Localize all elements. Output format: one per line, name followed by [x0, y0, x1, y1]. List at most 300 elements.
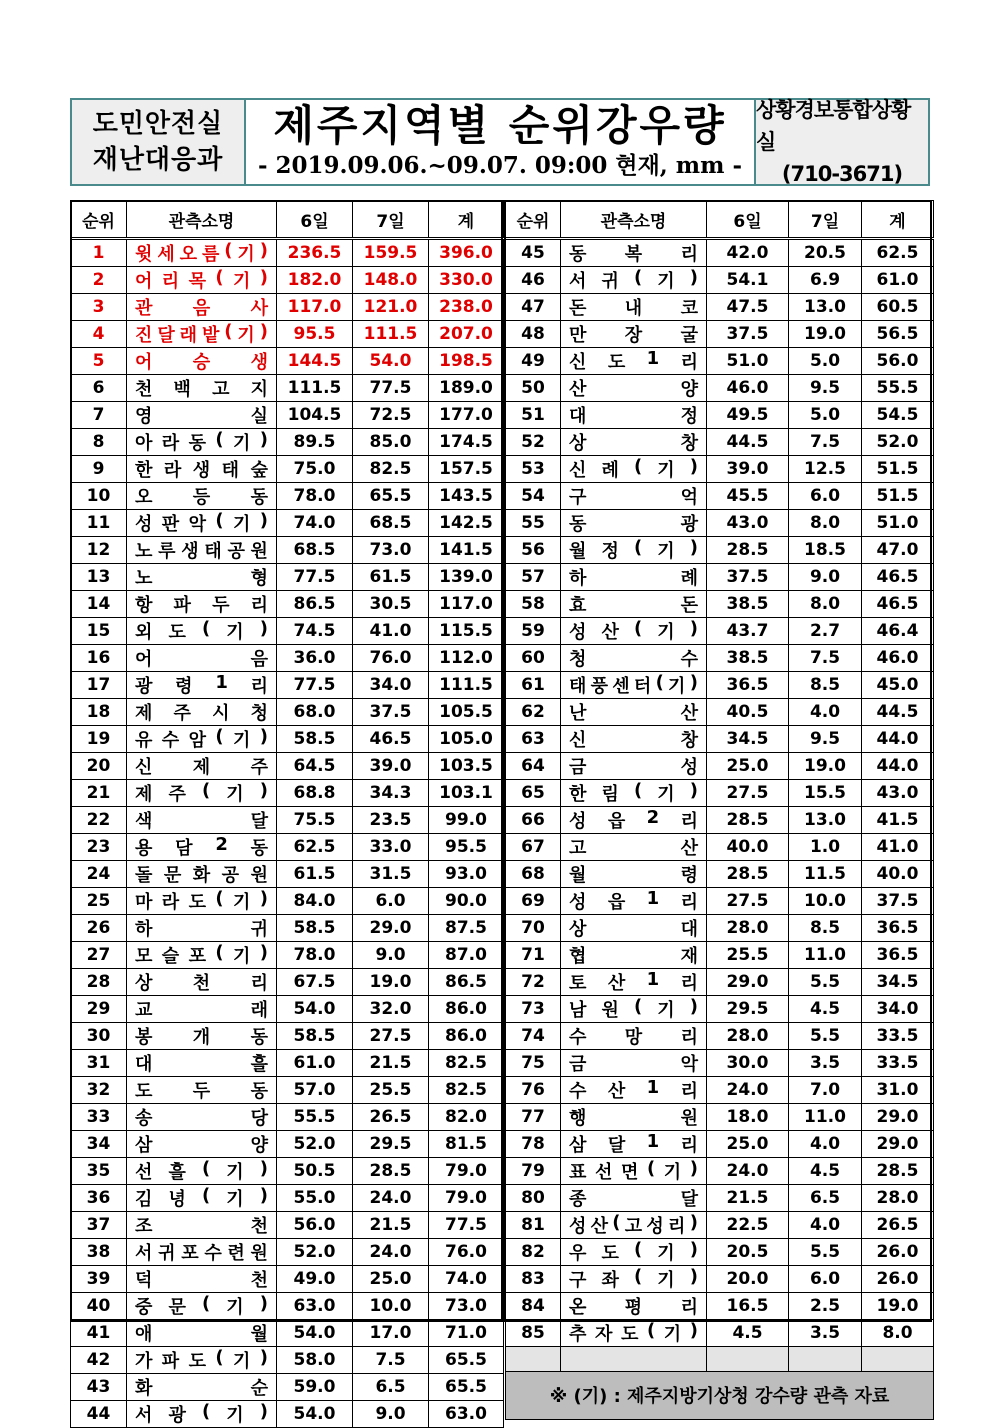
station-name: 노 루 생 태 공 원: [135, 541, 268, 562]
table-row: [506, 699, 934, 726]
day6-cell: 78.0: [277, 942, 353, 969]
rank-cell: 70: [506, 915, 561, 942]
station-cell: [561, 645, 707, 672]
station-cell: [561, 1050, 707, 1077]
rank-cell: 33: [71, 1104, 127, 1131]
station-cell: [127, 861, 277, 888]
day7-cell: 6.0: [789, 1266, 862, 1293]
day6-cell: 104.5: [277, 402, 353, 429]
day7-cell: 46.5: [353, 726, 429, 753]
station-name: 중 문 ( 기 ): [135, 1293, 268, 1318]
day7-cell: 3.5: [789, 1320, 862, 1347]
total-cell: 63.0: [429, 1401, 504, 1428]
day7-cell: 5.5: [789, 1239, 862, 1266]
station-cell: [127, 1347, 277, 1374]
station-name: 오 등 동: [135, 487, 268, 508]
total-cell: 52.0: [862, 429, 934, 456]
rank-cell: 84: [506, 1293, 561, 1320]
station-cell: [127, 1320, 277, 1347]
station-cell: [127, 321, 277, 348]
table-row: [506, 1131, 934, 1158]
table-row: [506, 942, 934, 969]
total-cell: 139.0: [429, 564, 504, 591]
station-cell: [127, 239, 277, 267]
table-row: [71, 672, 504, 699]
day7-cell: 31.5: [353, 861, 429, 888]
day7-cell: 1.0: [789, 834, 862, 861]
day7-cell: 9.0: [353, 942, 429, 969]
total-cell: 40.0: [862, 861, 934, 888]
table-row: [506, 1104, 934, 1131]
rank-cell: 9: [71, 456, 127, 483]
table-row: [71, 483, 504, 510]
station-cell: [561, 618, 707, 645]
rank-cell: 65: [506, 780, 561, 807]
total-cell: 95.5: [429, 834, 504, 861]
total-cell: 28.0: [862, 1185, 934, 1212]
rank-cell: 71: [506, 942, 561, 969]
day7-cell: 11.0: [789, 942, 862, 969]
station-cell: [127, 915, 277, 942]
day7-cell: 121.0: [353, 294, 429, 321]
day7-cell: 77.5: [353, 375, 429, 402]
total-cell: 61.0: [862, 267, 934, 294]
station-cell: [127, 456, 277, 483]
day7-cell: 4.5: [789, 996, 862, 1023]
day7-cell: 8.0: [789, 591, 862, 618]
station-name: 송 당: [135, 1108, 268, 1129]
station-name: 성 판 악 ( 기 ): [135, 510, 268, 535]
total-cell: 60.5: [862, 294, 934, 321]
table-row: [506, 321, 934, 348]
day6-cell: 54.0: [277, 1320, 353, 1347]
day6-cell: 68.0: [277, 699, 353, 726]
day6-cell: 58.5: [277, 726, 353, 753]
day7-cell: 23.5: [353, 807, 429, 834]
table-row: [506, 672, 934, 699]
rank-cell: 66: [506, 807, 561, 834]
station-name: 광 령 1 리: [135, 672, 268, 697]
day6-cell: 55.0: [277, 1185, 353, 1212]
rank-cell: 7: [71, 402, 127, 429]
total-cell: 207.0: [429, 321, 504, 348]
total-cell: 28.5: [862, 1158, 934, 1185]
day6-cell: 75.5: [277, 807, 353, 834]
station-cell: [127, 888, 277, 915]
station-name: 협 재: [569, 946, 698, 967]
day6-cell: 40.0: [707, 834, 789, 861]
table-row: [71, 1401, 504, 1428]
station-cell: [127, 1212, 277, 1239]
station-cell: [127, 699, 277, 726]
day6-cell: 68.8: [277, 780, 353, 807]
station-cell: [127, 483, 277, 510]
day7-cell: 54.0: [353, 348, 429, 375]
rank-cell: 83: [506, 1266, 561, 1293]
rank-cell: 41: [71, 1320, 127, 1347]
rank-cell: 67: [506, 834, 561, 861]
day7-cell: 6.5: [789, 1185, 862, 1212]
table-row: [506, 834, 934, 861]
table-row: [71, 1374, 504, 1401]
header-total: 계: [429, 201, 504, 239]
day6-cell: 34.5: [707, 726, 789, 753]
station-cell: [127, 645, 277, 672]
rank-cell: 63: [506, 726, 561, 753]
station-cell: [561, 1023, 707, 1050]
day7-cell: 39.0: [353, 753, 429, 780]
total-cell: 55.5: [862, 375, 934, 402]
station-name: 온 평 리: [569, 1297, 698, 1318]
rank-cell: 5: [71, 348, 127, 375]
day7-cell: 29.0: [353, 915, 429, 942]
total-cell: 82.5: [429, 1077, 504, 1104]
station-cell: [561, 239, 707, 267]
table-row: [71, 645, 504, 672]
table-row: [506, 618, 934, 645]
station-cell: [127, 996, 277, 1023]
table-row: [506, 402, 934, 429]
total-cell: 46.5: [862, 591, 934, 618]
total-cell: 157.5: [429, 456, 504, 483]
total-cell: 189.0: [429, 375, 504, 402]
blank-cell: [506, 1347, 561, 1372]
blank-cell: [707, 1347, 789, 1372]
station-cell: [127, 537, 277, 564]
station-name: 상 천 리: [135, 973, 268, 994]
station-name: 아 라 동 ( 기 ): [135, 429, 268, 454]
day6-cell: 111.5: [277, 375, 353, 402]
station-cell: [561, 1293, 707, 1320]
total-cell: 79.0: [429, 1158, 504, 1185]
table-row: [71, 861, 504, 888]
day6-cell: 37.5: [707, 321, 789, 348]
day7-cell: 85.0: [353, 429, 429, 456]
day7-cell: 12.5: [789, 456, 862, 483]
day7-cell: 34.0: [353, 672, 429, 699]
table-row: [506, 564, 934, 591]
station-cell: [127, 402, 277, 429]
day6-cell: 52.0: [277, 1131, 353, 1158]
station-cell: [561, 1185, 707, 1212]
rank-cell: 35: [71, 1158, 127, 1185]
total-cell: 41.5: [862, 807, 934, 834]
day7-cell: 32.0: [353, 996, 429, 1023]
station-name: 월 정 ( 기 ): [569, 537, 698, 562]
station-name: 조 천: [135, 1216, 268, 1237]
table-row: [506, 429, 934, 456]
day7-cell: 19.0: [789, 321, 862, 348]
station-cell: [127, 429, 277, 456]
table-row: [71, 996, 504, 1023]
day7-cell: 28.5: [353, 1158, 429, 1185]
day6-cell: 38.5: [707, 591, 789, 618]
total-cell: 26.5: [862, 1212, 934, 1239]
day6-cell: 28.5: [707, 807, 789, 834]
total-cell: 44.0: [862, 753, 934, 780]
rank-cell: 79: [506, 1158, 561, 1185]
rank-cell: 73: [506, 996, 561, 1023]
station-cell: [561, 375, 707, 402]
station-name: 어 리 목 ( 기 ): [135, 267, 268, 292]
station-cell: [561, 321, 707, 348]
day7-cell: 25.0: [353, 1266, 429, 1293]
day6-cell: 28.5: [707, 861, 789, 888]
rank-cell: 32: [71, 1077, 127, 1104]
rank-cell: 50: [506, 375, 561, 402]
station-name: 구 억: [569, 487, 698, 508]
total-cell: 76.0: [429, 1239, 504, 1266]
total-cell: 111.5: [429, 672, 504, 699]
rank-cell: 4: [71, 321, 127, 348]
table-row: [71, 942, 504, 969]
day7-cell: 82.5: [353, 456, 429, 483]
total-cell: 34.0: [862, 996, 934, 1023]
day7-cell: 30.5: [353, 591, 429, 618]
table-row: [71, 807, 504, 834]
rank-cell: 74: [506, 1023, 561, 1050]
station-name: 고 산: [569, 838, 698, 859]
day7-cell: 6.0: [353, 888, 429, 915]
table-row: [71, 375, 504, 402]
table-row: [506, 780, 934, 807]
station-cell: [561, 1212, 707, 1239]
rank-cell: 61: [506, 672, 561, 699]
total-cell: 56.0: [862, 348, 934, 375]
station-cell: [561, 537, 707, 564]
table-row: [506, 267, 934, 294]
total-cell: 41.0: [862, 834, 934, 861]
rank-cell: 13: [71, 564, 127, 591]
station-name: 돌 문 화 공 원: [135, 865, 268, 886]
total-cell: 82.5: [429, 1050, 504, 1077]
rank-cell: 22: [71, 807, 127, 834]
station-name: 동 복 리: [569, 244, 698, 265]
rank-cell: 14: [71, 591, 127, 618]
total-cell: 103.5: [429, 753, 504, 780]
day6-cell: 61.0: [277, 1050, 353, 1077]
table-row: [71, 429, 504, 456]
total-cell: 47.0: [862, 537, 934, 564]
station-name: 난 산: [569, 703, 698, 724]
day7-cell: 37.5: [353, 699, 429, 726]
day6-cell: 30.0: [707, 1050, 789, 1077]
rank-cell: 26: [71, 915, 127, 942]
day6-cell: 63.0: [277, 1293, 353, 1320]
day7-cell: 6.9: [789, 267, 862, 294]
station-name: 추 자 도 ( 기 ): [569, 1320, 698, 1345]
total-cell: 90.0: [429, 888, 504, 915]
day7-cell: 5.0: [789, 402, 862, 429]
table-row: [71, 348, 504, 375]
day7-cell: 41.0: [353, 618, 429, 645]
total-cell: 34.5: [862, 969, 934, 996]
station-name: 삼 양: [135, 1135, 268, 1156]
day6-cell: 18.0: [707, 1104, 789, 1131]
contact-box: [754, 100, 928, 184]
day6-cell: 67.5: [277, 969, 353, 996]
station-cell: [561, 1320, 707, 1347]
total-cell: 33.5: [862, 1023, 934, 1050]
rank-cell: 28: [71, 969, 127, 996]
rank-cell: 1: [71, 239, 127, 267]
station-name: 가 파 도 ( 기 ): [135, 1347, 268, 1372]
rank-cell: 6: [71, 375, 127, 402]
table-row: [506, 1293, 934, 1320]
station-cell: [127, 1077, 277, 1104]
day6-cell: 86.5: [277, 591, 353, 618]
rank-cell: 52: [506, 429, 561, 456]
day6-cell: 43.7: [707, 618, 789, 645]
rank-cell: 47: [506, 294, 561, 321]
station-cell: [561, 429, 707, 456]
station-name: 어 음: [135, 649, 268, 670]
station-cell: [127, 726, 277, 753]
day7-cell: 17.0: [353, 1320, 429, 1347]
table-row: [506, 537, 934, 564]
station-cell: [561, 1077, 707, 1104]
rank-cell: 64: [506, 753, 561, 780]
rank-cell: 2: [71, 267, 127, 294]
station-cell: [561, 942, 707, 969]
day6-cell: 75.0: [277, 456, 353, 483]
day6-cell: 47.5: [707, 294, 789, 321]
total-cell: 31.0: [862, 1077, 934, 1104]
day7-cell: 4.0: [789, 1212, 862, 1239]
total-cell: 86.5: [429, 969, 504, 996]
day6-cell: 74.0: [277, 510, 353, 537]
rank-cell: 76: [506, 1077, 561, 1104]
day7-cell: 8.5: [789, 672, 862, 699]
rank-cell: 24: [71, 861, 127, 888]
total-cell: 73.0: [429, 1293, 504, 1320]
station-name: 청 수: [569, 649, 698, 670]
day6-cell: 61.5: [277, 861, 353, 888]
table-row: [71, 780, 504, 807]
total-cell: 143.5: [429, 483, 504, 510]
day7-cell: 159.5: [353, 239, 429, 267]
station-name: 교 래: [135, 1000, 268, 1021]
station-cell: [127, 1158, 277, 1185]
station-name: 한 라 생 태 숲: [135, 460, 268, 481]
rank-cell: 56: [506, 537, 561, 564]
total-cell: 46.5: [862, 564, 934, 591]
station-name: 도 두 동: [135, 1081, 268, 1102]
table-row: [71, 1239, 504, 1266]
table-row: [71, 1347, 504, 1374]
total-cell: 82.0: [429, 1104, 504, 1131]
station-cell: [561, 726, 707, 753]
day7-cell: 5.0: [789, 348, 862, 375]
day7-cell: 25.5: [353, 1077, 429, 1104]
day7-cell: 61.5: [353, 564, 429, 591]
station-cell: [127, 618, 277, 645]
day6-cell: 49.5: [707, 402, 789, 429]
rank-cell: 30: [71, 1023, 127, 1050]
total-cell: 71.0: [429, 1320, 504, 1347]
rainfall-table-left: [70, 200, 504, 1428]
total-cell: 26.0: [862, 1266, 934, 1293]
day6-cell: 58.5: [277, 1023, 353, 1050]
station-name: 종 달: [569, 1189, 698, 1210]
rank-cell: 48: [506, 321, 561, 348]
rank-cell: 77: [506, 1104, 561, 1131]
page-title: 제주지역별 순위강우량: [273, 101, 727, 150]
day7-cell: 11.0: [789, 1104, 862, 1131]
station-cell: [561, 861, 707, 888]
rank-cell: 49: [506, 348, 561, 375]
blank-cell: [862, 1347, 934, 1372]
rank-cell: 45: [506, 239, 561, 267]
total-cell: 51.0: [862, 510, 934, 537]
table-row: [71, 1158, 504, 1185]
rank-cell: 44: [71, 1401, 127, 1428]
header-day6: 6일: [707, 201, 789, 239]
station-cell: [127, 1050, 277, 1077]
day6-cell: 51.0: [707, 348, 789, 375]
table-row: [71, 1050, 504, 1077]
day6-cell: 74.5: [277, 618, 353, 645]
total-cell: 19.0: [862, 1293, 934, 1320]
header-station: 관측소명: [561, 201, 707, 239]
day7-cell: 27.5: [353, 1023, 429, 1050]
table-row: [71, 969, 504, 996]
day6-cell: 68.5: [277, 537, 353, 564]
day7-cell: 4.0: [789, 1131, 862, 1158]
station-name: 외 도 ( 기 ): [135, 618, 268, 643]
station-cell: [127, 780, 277, 807]
rank-cell: 18: [71, 699, 127, 726]
day7-cell: 9.0: [789, 564, 862, 591]
station-name: 제 주 ( 기 ): [135, 780, 268, 805]
rank-cell: 19: [71, 726, 127, 753]
station-name: 서 귀 포 수 련 원: [135, 1243, 268, 1264]
day6-cell: 25.0: [707, 753, 789, 780]
day6-cell: 49.0: [277, 1266, 353, 1293]
station-cell: [561, 1158, 707, 1185]
station-name: 영 실: [135, 406, 268, 427]
station-cell: [561, 996, 707, 1023]
station-cell: [127, 942, 277, 969]
station-cell: [561, 456, 707, 483]
rank-cell: 57: [506, 564, 561, 591]
rank-cell: 16: [71, 645, 127, 672]
station-cell: [561, 672, 707, 699]
station-name: 행 원: [569, 1108, 698, 1129]
station-cell: [561, 483, 707, 510]
station-name: 마 라 도 ( 기 ): [135, 888, 268, 913]
station-name: 색 달: [135, 811, 268, 832]
table-row: [71, 564, 504, 591]
station-name: 서 광 ( 기 ): [135, 1401, 268, 1426]
note-row: [506, 1371, 934, 1419]
total-cell: 87.5: [429, 915, 504, 942]
table-row: [71, 753, 504, 780]
table-row: [506, 510, 934, 537]
day6-cell: 62.5: [277, 834, 353, 861]
station-cell: [127, 969, 277, 996]
rank-cell: 25: [71, 888, 127, 915]
station-cell: [127, 1239, 277, 1266]
day6-cell: 64.5: [277, 753, 353, 780]
rank-cell: 58: [506, 591, 561, 618]
table-row: [506, 483, 934, 510]
rank-cell: 3: [71, 294, 127, 321]
station-name: 천 백 고 지: [135, 379, 268, 400]
day6-cell: 40.5: [707, 699, 789, 726]
header-day7: 7일: [789, 201, 862, 239]
day6-cell: 46.0: [707, 375, 789, 402]
